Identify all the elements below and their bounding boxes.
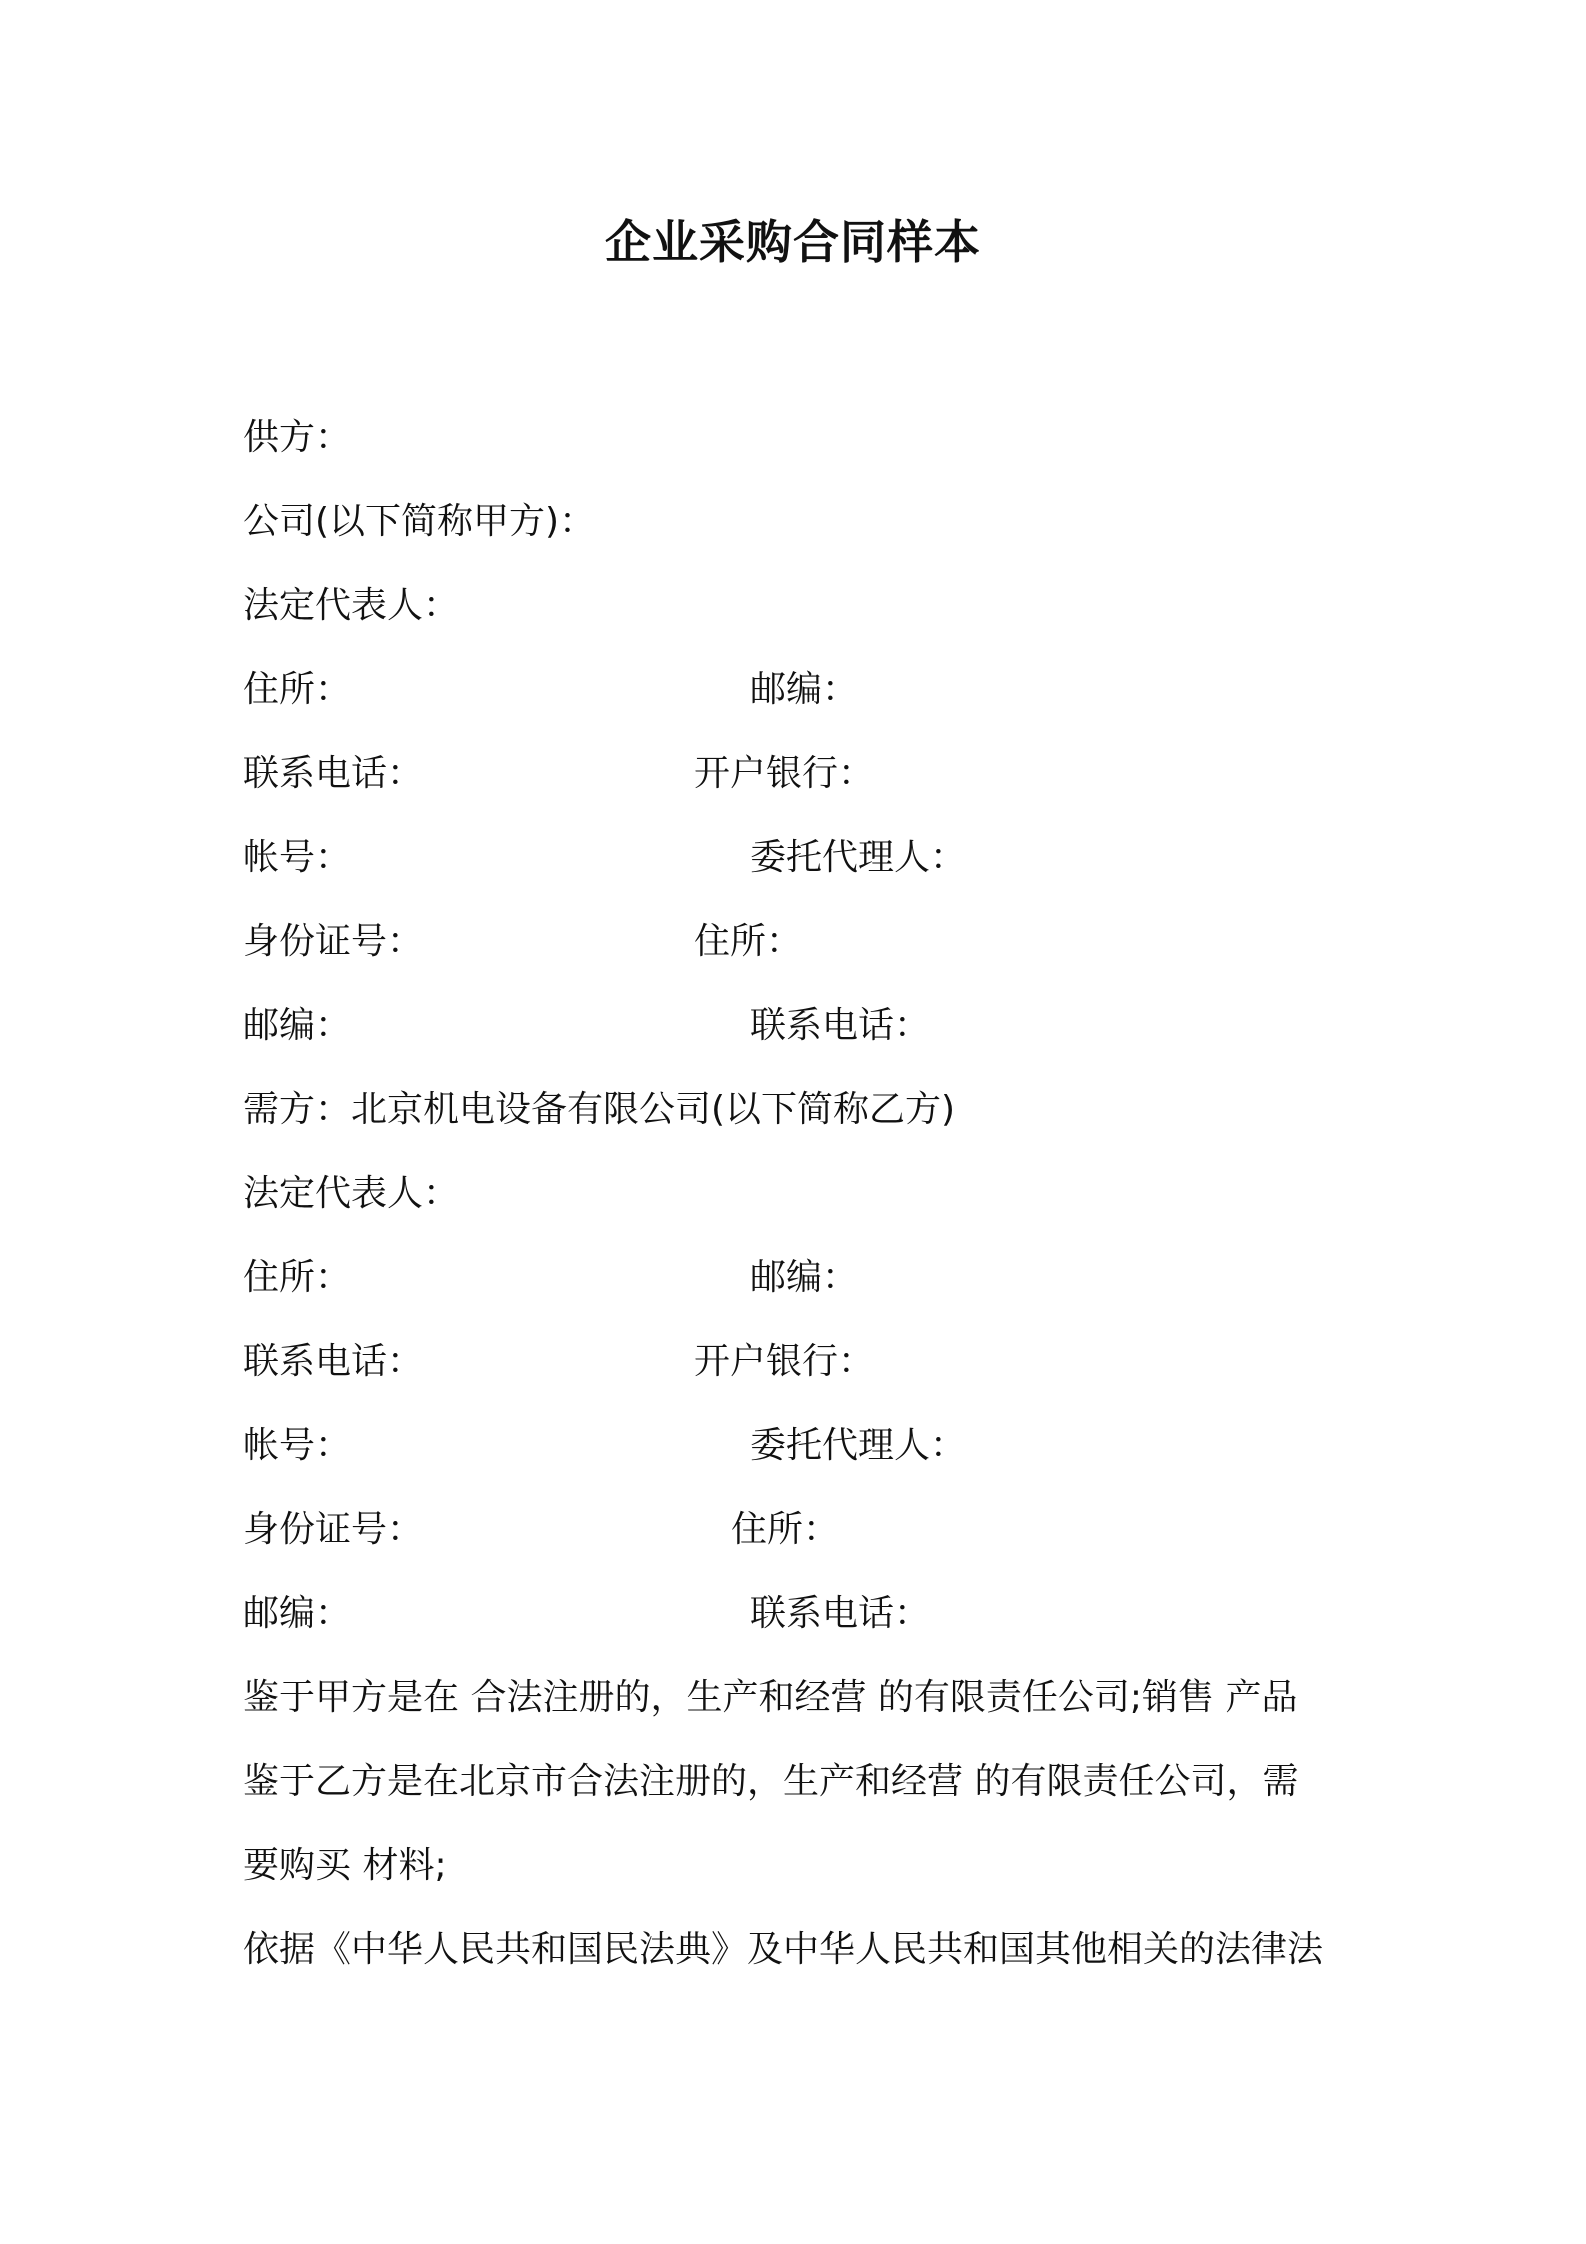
body-line-3: 要购买 材料; xyxy=(243,1845,447,1886)
supplier-phone: 联系电话： xyxy=(243,753,424,794)
supplier-legal-rep: 法定代表人： xyxy=(243,585,460,626)
body-line-4: 依据《中华人民共和国民法典》及中华人民共和国其他相关的法律法 xyxy=(243,1929,1324,1970)
supplier-agent-address: 住所： xyxy=(694,921,803,962)
supplier-postcode: 邮编： xyxy=(750,669,859,710)
buyer-bank: 开户银行： xyxy=(694,1341,875,1382)
supplier-heading: 供方： xyxy=(243,417,352,458)
supplier-bank: 开户银行： xyxy=(694,753,875,794)
buyer-agent-address: 住所： xyxy=(731,1509,840,1550)
body-line-2: 鉴于乙方是在北京市合法注册的，生产和经营 的有限责任公司，需 xyxy=(243,1761,1299,1802)
supplier-agent-postcode: 邮编： xyxy=(243,1005,352,1046)
buyer-id-number: 身份证号： xyxy=(243,1509,424,1550)
supplier-agent: 委托代理人： xyxy=(750,837,967,878)
document-title: 企业采购合同样本 xyxy=(605,215,981,269)
supplier-agent-phone: 联系电话： xyxy=(750,1005,931,1046)
buyer-address: 住所： xyxy=(243,1257,352,1298)
buyer-phone: 联系电话： xyxy=(243,1341,424,1382)
buyer-postcode: 邮编： xyxy=(750,1257,859,1298)
buyer-heading: 需方：北京机电设备有限公司(以下简称乙方) xyxy=(243,1089,956,1130)
supplier-account: 帐号： xyxy=(243,837,352,878)
buyer-agent-postcode: 邮编： xyxy=(243,1593,352,1634)
supplier-id-number: 身份证号： xyxy=(243,921,424,962)
body-line-1: 鉴于甲方是在 合法注册的，生产和经营 的有限责任公司;销售 产品 xyxy=(243,1677,1298,1718)
buyer-legal-rep: 法定代表人： xyxy=(243,1173,460,1214)
buyer-agent: 委托代理人： xyxy=(750,1425,967,1466)
supplier-address: 住所： xyxy=(243,669,352,710)
supplier-company: 公司(以下简称甲方)： xyxy=(243,501,596,542)
buyer-agent-phone: 联系电话： xyxy=(750,1593,931,1634)
buyer-account: 帐号： xyxy=(243,1425,352,1466)
